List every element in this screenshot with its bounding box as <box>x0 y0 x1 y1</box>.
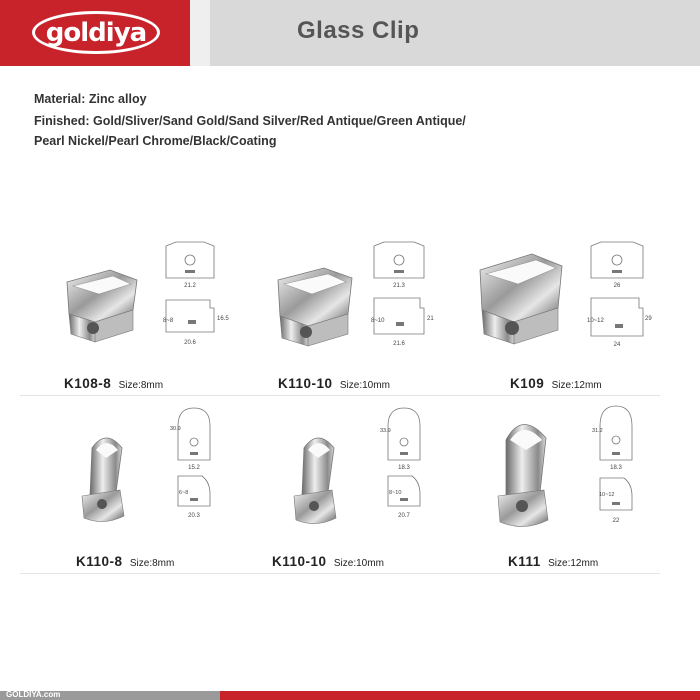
row-divider <box>20 395 660 396</box>
dim-top-k111: 18.3 <box>610 465 622 471</box>
dim-height-k109: 29 <box>645 316 652 322</box>
dim-height-k110-10-round: 33.9 <box>380 428 391 434</box>
dim-top-k110-10-round: 18.3 <box>398 465 410 471</box>
footer-bar-red <box>220 691 700 700</box>
dim-bottom-k110-10-round: 20.7 <box>398 513 410 519</box>
size-text: Size:12mm <box>548 558 599 569</box>
dim-range-k110-10-round: 8~10 <box>389 490 402 496</box>
size-text: Size:8mm <box>118 380 164 391</box>
dim-range-k109: 10~12 <box>587 318 604 324</box>
dim-top-k109: 26 <box>613 283 621 289</box>
dim-range-k108-8: 8~8 <box>163 318 174 324</box>
dimension-drawing-k108-8 <box>160 240 229 350</box>
dim-bottom-k109: 24 <box>613 342 621 348</box>
dimension-drawing-k109 <box>585 240 651 352</box>
dimension-drawing-k111 <box>590 402 645 528</box>
dim-range-k110-8: 6~8 <box>179 490 189 496</box>
model-number: K111 <box>508 554 541 569</box>
product-photo-k110-8 <box>70 430 140 540</box>
dim-top-k110-8: 15.2 <box>188 465 200 471</box>
product-photo-k109 <box>470 250 570 350</box>
product-label <box>64 376 163 391</box>
dim-height-k108-8: 16.5 <box>217 316 229 322</box>
footer-website: GOLDIYA.com <box>6 690 61 699</box>
page-title: Glass Clip <box>297 17 420 44</box>
product-photo-k111 <box>484 414 568 544</box>
product-label <box>510 376 602 391</box>
dim-range-k111: 10~12 <box>599 492 615 498</box>
row-divider <box>20 573 660 574</box>
product-photo-k110-10 <box>268 262 358 352</box>
finish-spec-line-2: Pearl Nickel/Pearl Chrome/Black/Coating <box>34 134 277 148</box>
banner-shade <box>190 0 210 66</box>
dim-top-k110-10: 21.3 <box>393 283 405 289</box>
material-spec: Material: Zinc alloy <box>34 92 147 106</box>
dim-range-k110-10: 8~10 <box>371 318 385 324</box>
product-photo-k108-8 <box>55 262 145 352</box>
dim-top-k108-8: 21.2 <box>184 283 196 289</box>
dim-height-k111: 31.2 <box>592 428 603 434</box>
model-number: K108-8 <box>64 376 112 391</box>
dim-bottom-k110-10: 21.6 <box>393 341 405 347</box>
finish-spec-line-1: Finished: Gold/Sliver/Sand Gold/Sand Silver/Red Antique/Green Antique/ <box>34 114 466 128</box>
dimension-drawing-k110-10 <box>368 240 432 350</box>
size-text: Size:10mm <box>339 380 390 391</box>
dim-height-k110-10: 21 <box>427 316 434 322</box>
brand-logo <box>32 11 160 54</box>
product-label <box>508 554 598 569</box>
size-text: Size:10mm <box>333 558 384 569</box>
model-number: K110-8 <box>76 554 123 569</box>
product-label <box>76 554 174 569</box>
size-text: Size:8mm <box>129 558 175 569</box>
product-photo-k110-10-round <box>282 430 352 540</box>
title-banner <box>190 0 700 66</box>
dimension-drawing-k110-8 <box>168 402 223 522</box>
product-label <box>278 376 390 391</box>
brand-logo-text: goldiya <box>45 17 147 48</box>
product-label <box>272 554 384 569</box>
model-number: K110-10 <box>272 554 327 569</box>
model-number: K109 <box>510 376 545 391</box>
size-text: Size:12mm <box>551 380 602 391</box>
dim-bottom-k108-8: 20.6 <box>184 340 196 346</box>
dim-bottom-k111: 22 <box>612 518 620 524</box>
model-number: K110-10 <box>278 376 333 391</box>
dim-bottom-k110-8: 20.3 <box>188 513 200 519</box>
dim-height-k110-8: 30.9 <box>170 426 181 432</box>
dimension-drawing-k110-10-round <box>378 402 433 522</box>
